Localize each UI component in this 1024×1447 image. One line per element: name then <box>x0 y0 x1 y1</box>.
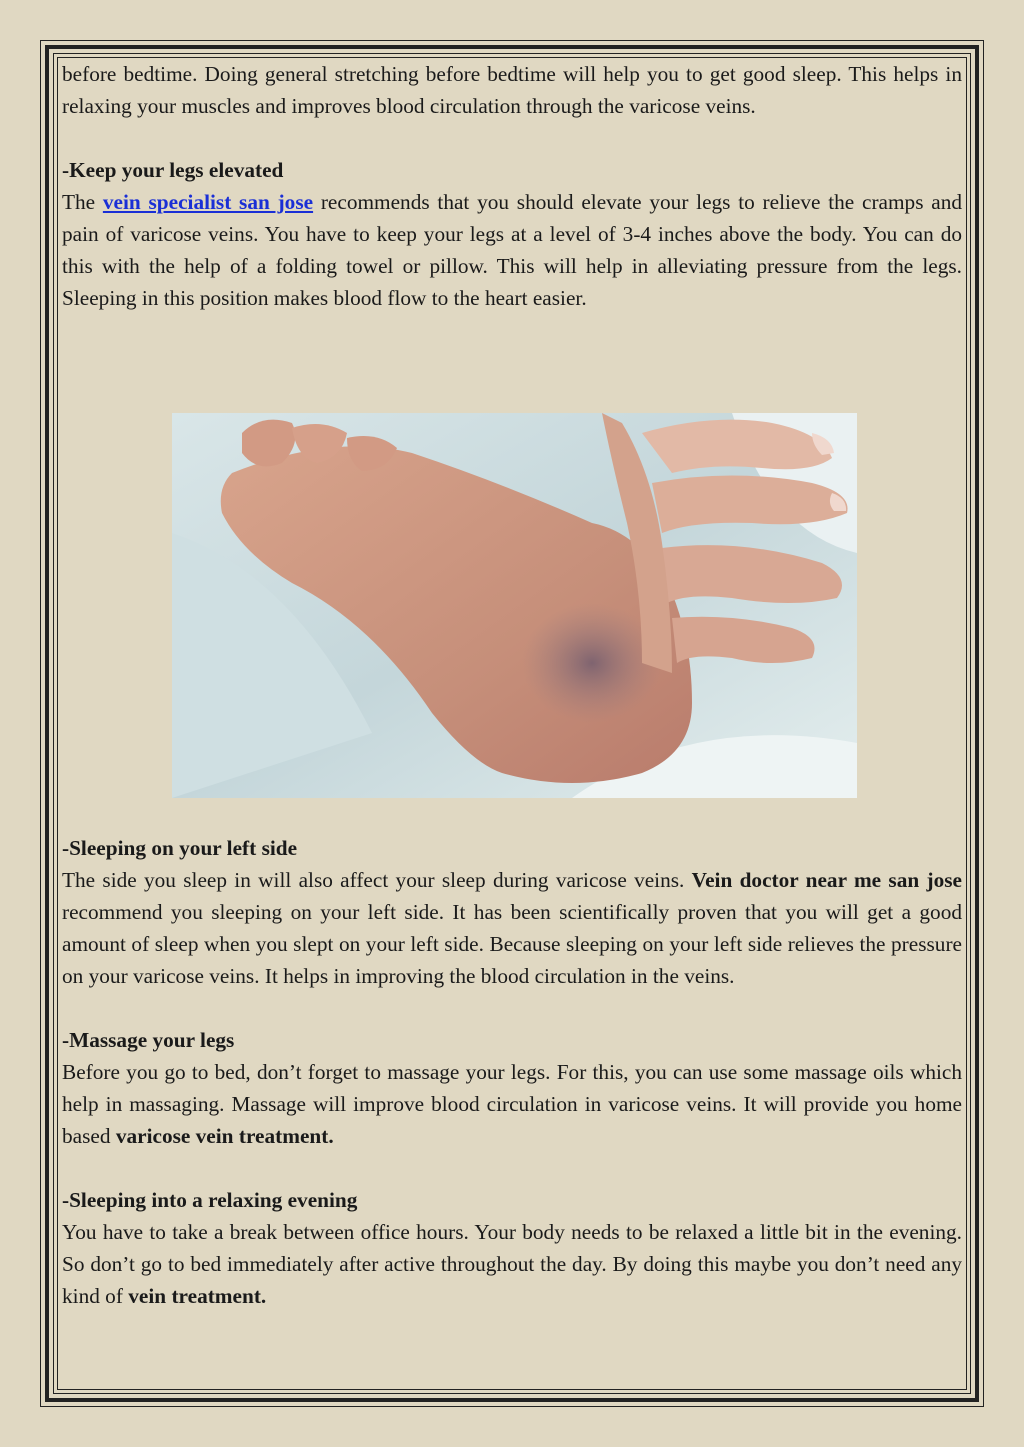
bold-keyword: Vein doctor near me san jose <box>691 868 962 892</box>
foot-with-hand-photo <box>172 413 857 798</box>
paragraph-massage-legs <box>62 1056 962 1152</box>
text-segment: You have to take a break between office hours. Your body needs to be relaxed a little bit in the evening. So don’t go to bed immediately after active throughout the day. By doing this maybe you don’t need any kind of <box>62 1220 962 1308</box>
paragraph-relaxing-evening <box>62 1216 962 1312</box>
vein-specialist-link[interactable]: vein specialist san jose <box>102 190 314 214</box>
article-body-top <box>62 58 962 314</box>
heading-sleeping-left-side: -Sleeping on your left side <box>62 836 298 860</box>
heading-keep-legs-elevated: -Keep your legs elevated <box>62 158 284 182</box>
heading-relaxing-evening: -Sleeping into a relaxing evening <box>62 1188 358 1212</box>
bold-keyword: vein treatment. <box>128 1284 267 1308</box>
intro-paragraph: before bedtime. Doing general stretching before bedtime will help you to get good sleep. This helps in relaxing your muscles and improves blood circulation through the varicose veins. <box>62 62 962 118</box>
text-segment: recommends that you should elevate your legs to relieve the cramps and pain of varicose veins. You have to keep your legs at a level of 3-4 inches above the body. You can do this with the help of a folding towel or pillow. This will help in alleviating pressure from the legs. Sleeping in this position makes blood flow to the heart easier. <box>62 190 962 310</box>
paragraph-keep-legs-elevated <box>62 186 962 314</box>
text-segment: The <box>62 190 103 214</box>
text-segment: The side you sleep in will also affect your sleep during varicose veins. <box>62 868 692 892</box>
article-body-bottom <box>62 832 962 1312</box>
text-segment: recommend you sleeping on your left side. It has been scientifically proven that you will get a good amount of sleep when you slept on your left side. Because sleeping on your left side relieves the pressure on your varicose veins. It helps in improving the blood circulation in the veins. <box>62 900 962 988</box>
bold-keyword: varicose vein treatment. <box>115 1124 334 1148</box>
heading-massage-legs: -Massage your legs <box>62 1028 235 1052</box>
paragraph-sleeping-left-side <box>62 864 962 992</box>
text-segment: Before you go to bed, don’t forget to massage your legs. For this, you can use some massage oils which help in massaging. Massage will improve blood circulation in varicose veins. It will provide you home based <box>62 1060 962 1148</box>
